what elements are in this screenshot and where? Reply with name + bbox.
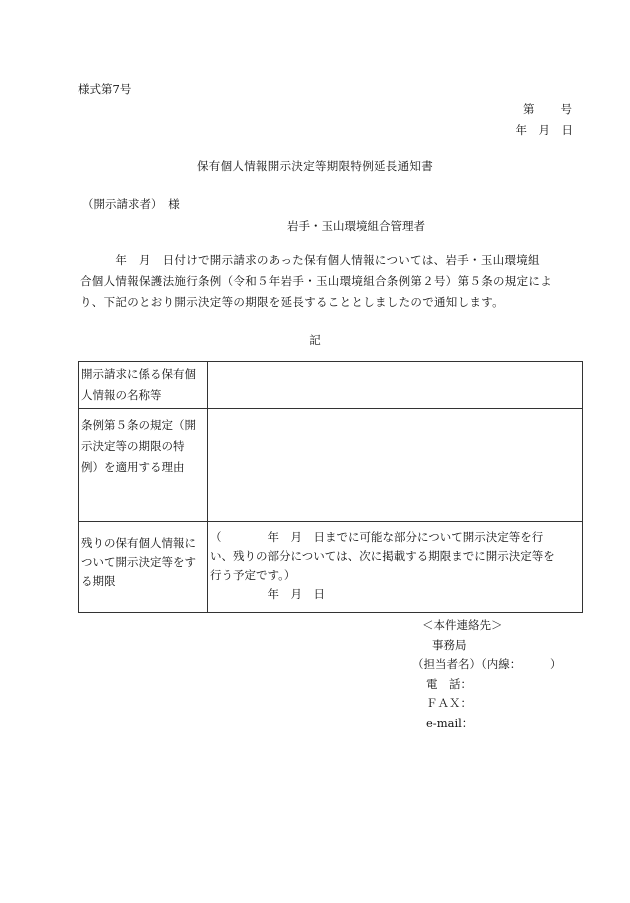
row-value	[208, 409, 583, 522]
value-line: 年 月 日	[210, 587, 325, 601]
row-label	[79, 522, 208, 613]
body-paragraph	[80, 250, 586, 313]
body-line: り、下記のとおり開示決定等の期限を延長することとしましたので通知します。	[80, 295, 504, 309]
contact-person: （担当者名）（内線： ）	[412, 657, 562, 671]
recipient: （開示請求者） 様	[82, 197, 180, 211]
document-number: 第 号	[523, 102, 573, 116]
contact-heading: ＜本件連絡先＞	[422, 618, 503, 632]
detail-table	[78, 361, 583, 613]
row-label	[79, 362, 208, 409]
row-value	[208, 522, 583, 613]
contact-email: e-mail：	[426, 715, 474, 730]
contact-phone: 電 話：	[426, 676, 472, 691]
label-line: 例）を適用する理由	[81, 460, 185, 474]
label-line: 残りの保有個人情報に	[81, 536, 196, 550]
value-line: 行う予定です。）	[210, 568, 296, 582]
label-line: ついて開示決定等をす	[81, 555, 196, 569]
contact-fax: ＦＡＸ：	[426, 696, 472, 710]
body-line: 合個人情報保護法施行条例（令和５年岩手・玉山環境組合条例第２号）第５条の規定によ	[80, 274, 552, 288]
contact-office: 事務局	[432, 637, 467, 652]
label-line: 示決定等の期限の特	[81, 439, 185, 453]
label-line: 条例第５条の規定（開	[81, 418, 196, 432]
label-line: る期限	[81, 574, 116, 588]
body-line: 年 月 日付けで開示請求のあった保有個人情報については、岩手・玉山環境組	[80, 253, 540, 267]
table-row	[79, 522, 583, 613]
table-row	[79, 409, 583, 522]
document-date: 年 月 日	[515, 123, 573, 137]
issuer: 岩手・玉山環境組合管理者	[287, 219, 425, 233]
row-value	[208, 362, 583, 409]
label-line: 人情報の名称等	[81, 388, 162, 402]
contact-block	[412, 616, 562, 733]
form-number: 様式第7号	[78, 82, 132, 96]
table-row	[79, 362, 583, 409]
value-line: （ 年 月 日までに可能な部分について開示決定等を行	[210, 530, 544, 544]
ki-heading: 記	[309, 333, 321, 347]
document-title: 保有個人情報開示決定等期限特例延長通知書	[197, 159, 433, 173]
row-label	[79, 409, 208, 522]
label-line: 開示請求に係る保有個	[81, 367, 196, 381]
value-line: い、残りの部分については、次に掲載する期限までに開示決定等を	[210, 549, 555, 563]
